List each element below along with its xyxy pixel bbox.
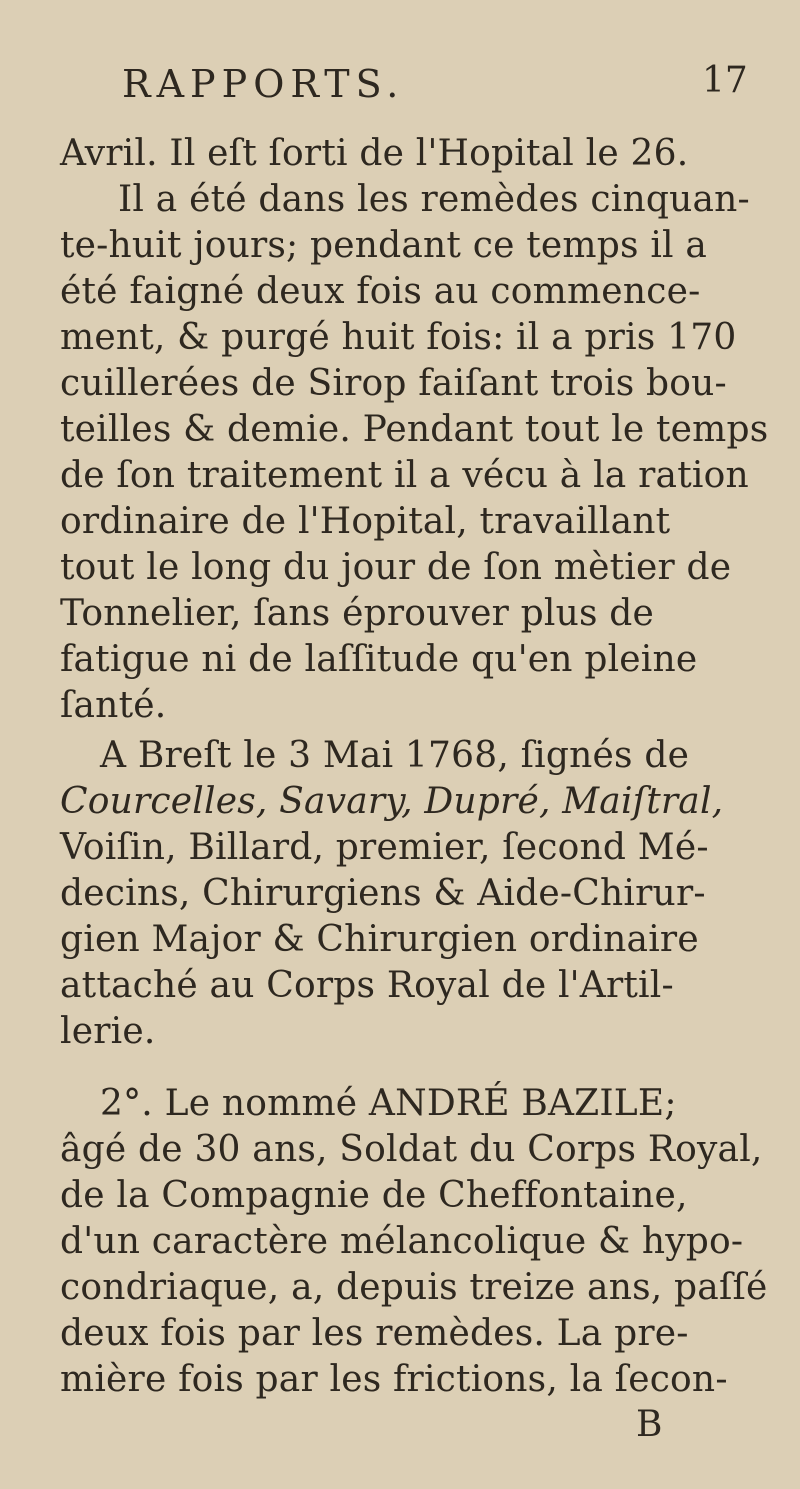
text-line: cuillerées de Sirop faiſant trois bou- (60, 363, 727, 404)
running-title: RAPPORTS. (122, 62, 405, 106)
text-line: été faigné deux fois au commence- (60, 271, 701, 312)
text-line: tout le long du jour de ſon mètier de (60, 547, 732, 588)
text-line: 2°. Le nommé ANDRÉ BAZILE; (100, 1083, 677, 1124)
text-line: Avril. Il eſt ſorti de l'Hopital le 26. (60, 133, 689, 174)
text-line: gien Major & Chirurgien ordinaire (60, 919, 699, 960)
text-line: Tonnelier, ſans éprouver plus de (60, 593, 655, 634)
text-line: Voiſin, Billard, premier, ſecond Mé- (60, 827, 709, 868)
signature-mark: B (636, 1404, 663, 1445)
text-line: Il a été dans les remèdes cinquan- (118, 179, 750, 220)
text-line: ſanté. (60, 685, 167, 726)
text-line: Courcelles, Savary, Dupré, Maiſtral, (60, 781, 724, 822)
text-line: te-huit jours; pendant ce temps il a (60, 225, 708, 266)
text-line: fatigue ni de laſſitude qu'en pleine (60, 639, 698, 680)
text-line: teilles & demie. Pendant tout le temps (60, 409, 769, 450)
text-line: deux fois par les remèdes. La pre- (60, 1313, 689, 1354)
page-number: 17 (702, 60, 748, 101)
text-line: attaché au Corps Royal de l'Artil- (60, 965, 674, 1006)
text-line: de ſon traitement il a vécu à la ration (60, 455, 749, 496)
text-line: de la Compagnie de Cheffontaine, (60, 1175, 688, 1216)
text-line: d'un caractère mélancolique & hypo- (60, 1221, 744, 1262)
text-line: âgé de 30 ans, Soldat du Corps Royal, (60, 1129, 763, 1170)
text-line: A Breſt le 3 Mai 1768, ſignés de (100, 735, 690, 776)
text-line: decins, Chirurgiens & Aide-Chirur- (60, 873, 706, 914)
text-line: ment, & purgé huit fois: il a pris 170 (60, 317, 737, 358)
text-line: ordinaire de l'Hopital, travaillant (60, 501, 671, 542)
text-line: lerie. (60, 1011, 156, 1052)
text-line: condriaque, a, depuis treize ans, paſſé (60, 1267, 768, 1308)
text-line: mière fois par les frictions, la ſecon- (60, 1359, 728, 1400)
